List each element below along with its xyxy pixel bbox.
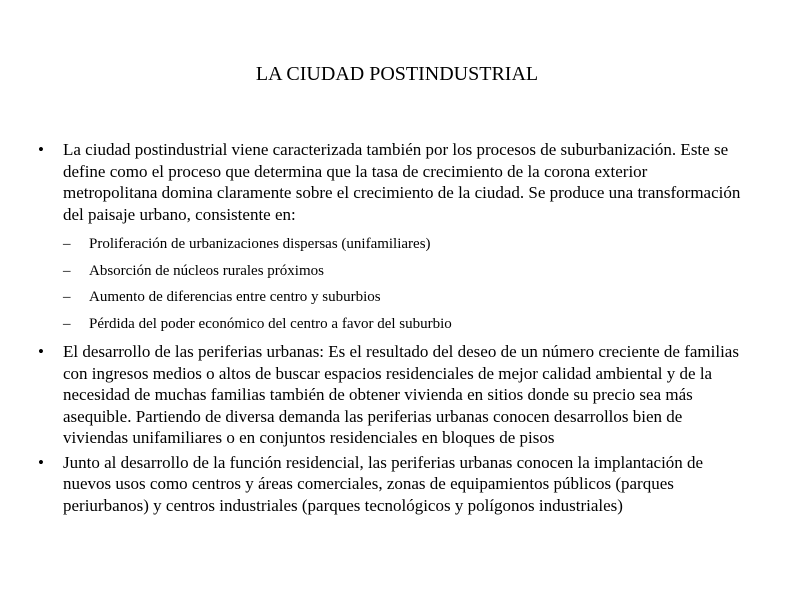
bullet-text: El desarrollo de las periferias urbanas: Es el resultado del deseo de un número creciente de familias con ingresos medios o altos de buscar espacios residenciales de mejor calidad ambiental y de la necesidad de muchas familias también de obtener vivienda en sitios donde su precio sea más asequible. Partiendo de diversa demanda las periferias urbanas conocen desarrollos bien de viviendas unifamiliares o en conjuntos residenciales en bloques de pisos: [63, 342, 739, 447]
sub-item-text: Pérdida del poder económico del centro a favor del suburbio: [89, 315, 452, 332]
bullet-item: [0, 341, 745, 449]
sub-item-text: Proliferación de urbanizaciones dispersas (unifamiliares): [89, 236, 431, 252]
dash-icon: –: [63, 289, 71, 305]
dash-icon: –: [63, 236, 71, 252]
bullet-list: [0, 139, 794, 516]
sub-item: [63, 231, 745, 258]
bullet-item: [0, 139, 745, 337]
bullet-text: Junto al desarrollo de la función residencial, las periferias urbanas conocen la implantación de nuevos usos como centros y áreas comerciales, zonas de equipamientos públicos (parques periurbanos) y centros industriales (parques tecnológicos y polígonos industriales): [63, 452, 704, 515]
dash-icon: –: [63, 315, 71, 332]
sub-list: [63, 231, 745, 337]
sub-item-text: Absorción de núcleos rurales próximos: [89, 262, 324, 279]
bullet-dot-icon: •: [38, 342, 44, 361]
sub-item: [63, 284, 745, 311]
bullet-item: [0, 452, 745, 517]
sub-item: [63, 311, 745, 338]
dash-icon: –: [63, 262, 71, 279]
sub-item-text: Aumento de diferencias entre centro y suburbios: [89, 289, 381, 305]
bullet-text: La ciudad postindustrial viene caracterizada también por los procesos de suburbanización. Este se define como el proceso que determina que la tasa de crecimiento de la corona exterior metropolitana domina claramente sobre el crecimiento de la ciudad. Se produce una transformación del paisaje urbano, consistente en:: [63, 140, 741, 224]
bullet-dot-icon: •: [38, 452, 44, 472]
bullet-dot-icon: •: [38, 140, 44, 159]
slide-title: LA CIUDAD POSTINDUSTRIAL: [255, 63, 539, 85]
sub-item: [63, 258, 745, 285]
